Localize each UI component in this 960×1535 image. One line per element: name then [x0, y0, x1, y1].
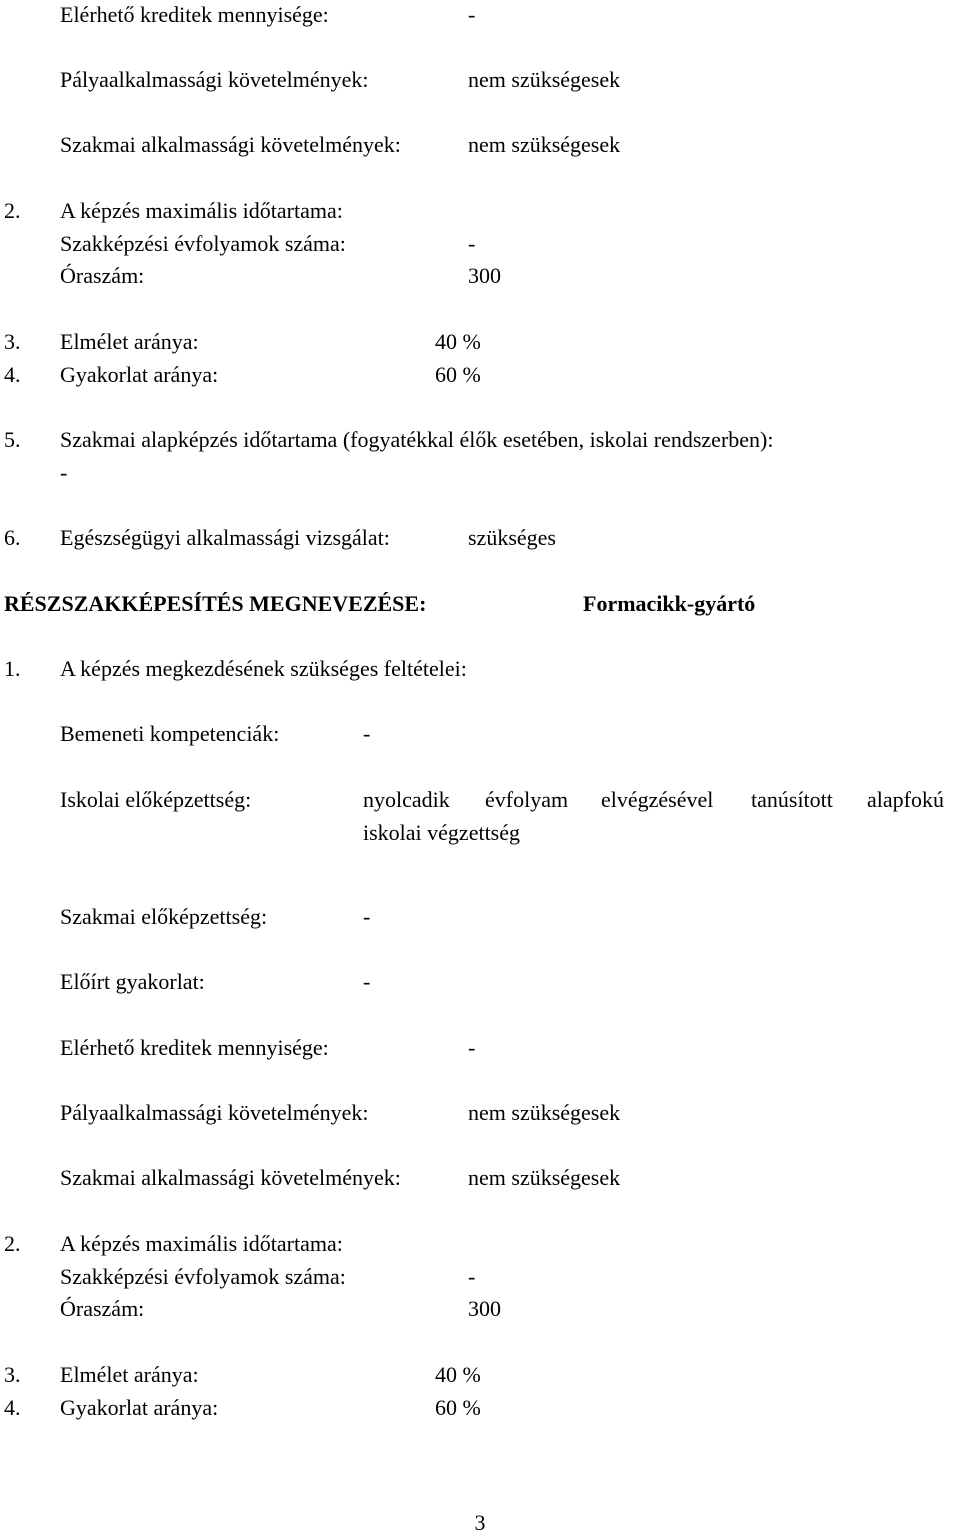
- elmelet-label-2: Elmélet aránya:: [60, 1362, 199, 1387]
- iskolai-value-word: évfolyam: [485, 787, 569, 812]
- palya-value: nem szükségesek: [468, 67, 621, 92]
- bemeneti-label: Bemeneti kompetenciák:: [60, 721, 280, 746]
- section-2-label: A képzés maximális időtartama:: [60, 198, 343, 223]
- gyakorlat-value: 60 %: [435, 362, 481, 387]
- szakmai-alk-value-2: nem szükségesek: [468, 1165, 621, 1190]
- page-number: 3: [474, 1510, 486, 1535]
- iskolai-value-word: nyolcadik: [363, 787, 450, 812]
- szakmai-elo-value: -: [363, 904, 371, 929]
- palya-label-2: Pályaalkalmassági követelmények:: [60, 1100, 369, 1125]
- alapkepzes-label: Szakmai alapképzés időtartama (fogyatékkal élők esetében, iskolai rendszerben):: [60, 427, 774, 452]
- section-1-number: 1.: [4, 656, 21, 681]
- section-4-number: 4.: [4, 362, 21, 387]
- section-3-number: 3.: [4, 329, 21, 354]
- elmelet-value-2: 40 %: [435, 1362, 481, 1387]
- section-3-number-2: 3.: [4, 1362, 21, 1387]
- iskolai-value-word: elvégzésével: [601, 787, 714, 812]
- gyakorlat-label: Gyakorlat aránya:: [60, 362, 219, 387]
- palya-value-2: nem szükségesek: [468, 1100, 621, 1125]
- eloirt-label: Előírt gyakorlat:: [60, 969, 205, 994]
- kreditek-value-2: -: [468, 1035, 476, 1060]
- section-6-number: 6.: [4, 525, 21, 550]
- oraszam-value: 300: [468, 263, 501, 288]
- oraszam-label-2: Óraszám:: [60, 1296, 145, 1321]
- bemeneti-value: -: [363, 721, 371, 746]
- iskolai-value-word: tanúsított: [751, 787, 833, 812]
- szakmai-elo-label: Szakmai előképzettség:: [60, 904, 268, 929]
- evfolyamok-value-2: -: [468, 1264, 476, 1289]
- section-4-number-2: 4.: [4, 1395, 21, 1420]
- section-2-label-2: A képzés maximális időtartama:: [60, 1231, 343, 1256]
- alapkepzes-value: -: [60, 460, 68, 485]
- szakmai-alk-label-2: Szakmai alkalmassági követelmények:: [60, 1165, 401, 1190]
- kreditek-label: Elérhető kreditek mennyisége:: [60, 2, 329, 27]
- elmelet-label: Elmélet aránya:: [60, 329, 199, 354]
- elmelet-value: 40 %: [435, 329, 481, 354]
- oraszam-value-2: 300: [468, 1296, 501, 1321]
- kreditek-value: -: [468, 2, 476, 27]
- palya-label: Pályaalkalmassági követelmények:: [60, 67, 369, 92]
- gyakorlat-value-2: 60 %: [435, 1395, 481, 1420]
- szakmai-alk-value: nem szükségesek: [468, 132, 621, 157]
- eloirt-value: -: [363, 969, 371, 994]
- evfolyamok-value: -: [468, 231, 476, 256]
- gyakorlat-label-2: Gyakorlat aránya:: [60, 1395, 219, 1420]
- reszszakkepesites-heading: RÉSZSZAKKÉPESÍTÉS MEGNEVEZÉSE:: [4, 591, 427, 616]
- section-2-number-2: 2.: [4, 1231, 21, 1256]
- evfolyamok-label: Szakképzési évfolyamok száma:: [60, 231, 346, 256]
- evfolyamok-label-2: Szakképzési évfolyamok száma:: [60, 1264, 346, 1289]
- egeszsegugyi-label: Egészségügyi alkalmassági vizsgálat:: [60, 525, 390, 550]
- section-5-number: 5.: [4, 427, 21, 452]
- iskolai-value-line2: iskolai végzettség: [363, 820, 521, 845]
- reszszakkepesites-name: Formacikk-gyártó: [583, 591, 756, 616]
- iskolai-label: Iskolai előképzettség:: [60, 787, 252, 812]
- oraszam-label: Óraszám:: [60, 263, 145, 288]
- kreditek-label-2: Elérhető kreditek mennyisége:: [60, 1035, 329, 1060]
- section-1-label: A képzés megkezdésének szükséges feltételei:: [60, 656, 467, 681]
- iskolai-value-word: alapfokú: [867, 787, 944, 812]
- section-2-number: 2.: [4, 198, 21, 223]
- egeszsegugyi-value: szükséges: [468, 525, 556, 550]
- szakmai-alk-label: Szakmai alkalmassági követelmények:: [60, 132, 401, 157]
